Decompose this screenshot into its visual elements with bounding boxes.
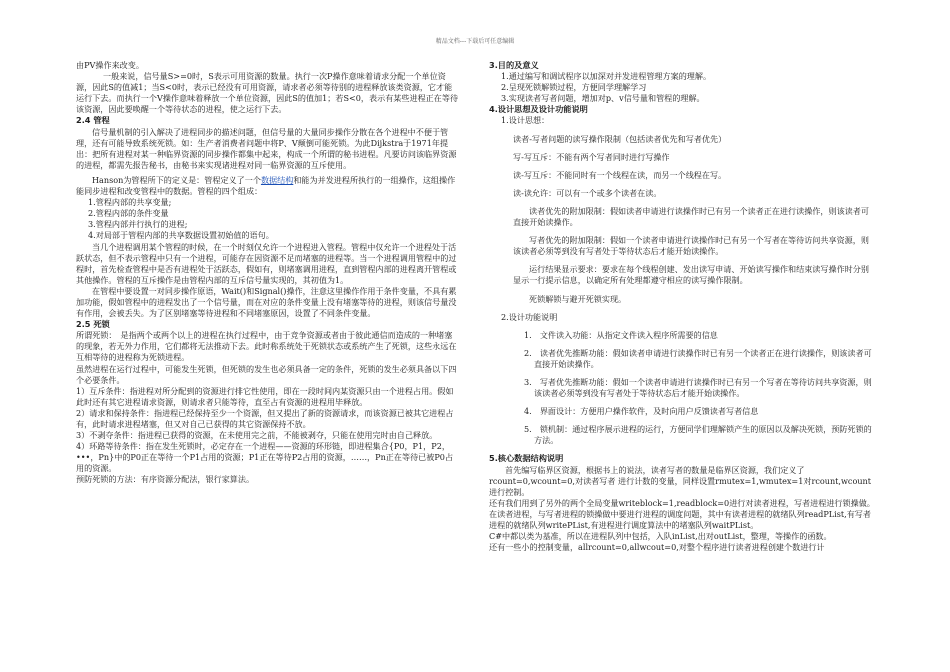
condition-item: 3）不剥夺条件：指进程已获得的资源，在未使用完之前，不能被剥夺，只能在使用完时由自己释放。 (76, 430, 438, 441)
paragraph: 读-写互斥：不能同时有一个线程在读，而另一个线程在写。 (513, 169, 727, 180)
paragraph: 还有我们用到了另外的两个全局变量writeblock=1,readblock=0进行对读者进程，写者进程进行锁操做。 (489, 497, 875, 508)
paragraph: 读-读允许：可以有一个或多个读者在读。 (513, 187, 662, 198)
paragraph: 死锁解锁与避开死锁实现。 (529, 293, 627, 304)
paragraph: 读者-写者问题的读写操作限制（包括读者优先和写者优先） (513, 133, 727, 144)
condition-item: 4）环路等待条件：指在发生死锁时，必定存在一个进程——资源的环形链，即进程集合{P0，P1，P2，•••，Pn}中的P0正在等待一个P1占用的资源；P1正在等待P2占用的资源，……，Pn正在等待已被P0占用的资源。 (76, 441, 454, 474)
left-column (76, 60, 460, 486)
paragraph: 还有一些小的控制变量，allrcount=0,allwcout=0,对整个程序进行读者进程创建个数进行计 (489, 542, 825, 553)
section-heading-2-4: 2.4 管程 (76, 115, 110, 126)
paragraph: 读者优先的附加限制：假如读者申请进行读操作时已有另一个读者正在进行读操作，则该读者可直接开始读操作。 (513, 205, 869, 228)
section-heading-2-5: 2.5 死锁 (76, 319, 110, 330)
subheading: 1.设计思想： (501, 115, 550, 126)
section-heading-4: 4.设计思想及设计功能说明 (489, 104, 588, 115)
list-item: 3.管程内部并行执行的进程; (88, 219, 188, 230)
paragraph: C#中都以类为基准，所以在进程队列中包括，入队inList,出对outList，整理，等操作的函数。 (489, 531, 832, 542)
paragraph: 一般来说，信号量S>=0时，S表示可用资源的数量。执行一次P操作意味着请求分配一个单位资源，因此S的值减1；当S<0时，表示已经没有可用资源，请求者必须等待别的进程释放该类资源，它才能运行下去。而执行一个V操作意味着释放一个单位资源，因此S的值加1；若S<0，表示有某些进程正在等待该资源，因此要唤醒一个等待状态的进程，使之运行下去。 (76, 71, 459, 115)
list-item: 2.呈现死锁解锁过程，方便同学理解学习 (501, 82, 647, 93)
section-heading-3: 3.目的及意义 (489, 60, 539, 70)
paragraph: 写者优先的附加限制：假如一个读者申请进行读操作时已有另一个写者在等待访问共享资源，则该读者必须等到没有写者处于等待状态后才能开始读操作。 (513, 235, 869, 257)
paragraph: 当几个进程调用某个管程的时候，在一个时刻仅允许一个进程进入管程。管程中仅允许一个进程处于活跃状态，但不表示管程中只有一个进程，可能存在因资源不足而堵塞的进程等。当一个进程调用管程中的过程时，首先检查管程中是否有进程处于活跃态，假如有，则堵塞调用进程，直到管程内部的进程离开管程或其他操作。管程的互斥操作是由管程内部的互斥信号量实现的，其初值为1。 (76, 241, 457, 285)
list-item: 4.对局部于管程内部的共享数据设置初始值的语句。 (88, 230, 274, 241)
function-item: 4. 界面设计：方便用户操作软件，及时向用户反馈读者写者信息 (524, 406, 759, 417)
function-item: 3. 写者优先推断功能：假如一个读者申请进行读操作时已有另一个写者在等待访问共享资源，则该读者必须等到没有写者处于等待状态后才能开始读操作。 (524, 376, 872, 399)
paragraph: 写-写互斥：不能有两个写者同时进行写操作 (513, 151, 670, 162)
paragraph: 运行结果显示要求：要求在每个线程创建、发出读写申请、开始读写操作和结束读写操作时分别显示一行提示信息，以确定所有处理都遵守相应的读写操作限制。 (513, 264, 869, 286)
paragraph: 由PV操作来改变。 (76, 60, 144, 70)
condition-item: 1）互斥条件：指进程对所分配到的资源进行排它性使用，即在一段时间内某资源只由一个进程占用。假如此时还有其它进程请求资源，则请求者只能等待，直至占有资源的进程用毕释放。 (76, 385, 454, 407)
list-item: 3.实现读者写者问题，增加对p、v信号量和管程的理解。 (501, 93, 705, 104)
paragraph: 信号量机制的引入解决了进程同步的描述问题，但信号量的大量同步操作分散在各个进程中不便于管理，还有可能导致系统死锁。如：生产者消费者问题中将P、V颠倒可能死锁。为此Dijkstra于1971年提出：把所有进程对某一种临界资源的同步操作都集中起来，构成一个所谓的秘书进程。凡要访问该临界资源的进程，都需先报告秘书，由秘书来实现诸进程对同一临界资源的互斥使用。 (76, 126, 457, 170)
paragraph: 在读者进程，与写者进程的锁操做中要进行进程的调度问题，其中有读者进程的就绪队列readPList,有写者进程的就绪队列writePList,有进程进行调度算法中的堵塞队列waitPList。 (489, 508, 871, 530)
list-item: 1.通过编写和调试程序以加深对并发进程管理方案的理解。 (501, 71, 712, 82)
paragraph: 在管程中要设置一对同步操作原语，Wait()和Signal()操作，注意这里操作作用于条件变量，不具有累加功能，假如管程中的进程发出了一个信号量，而在对应的条件变量上没有堵塞等待的进程，则该信号量没有作用，会被丢失。为了区别堵塞等待进程和不同堵塞原因，设置了不同条件变量。 (76, 285, 457, 319)
section-heading-5: 5.核心数据结构说明 (489, 453, 564, 464)
paragraph: Hanson为管程所下的定义是：管程定义了一个数据结构和能为并发进程所执行的一组操作，这组操作能同步进程和改变管程中的数据。管程的四个组成： (76, 174, 456, 197)
list-item: 1.管程内部的共享变量; (88, 197, 172, 208)
function-item: 5. 锁机制：通过程序展示进程的运行，方便同学们理解锁产生的原因以及解决死锁，预防死锁的方法。 (524, 424, 872, 446)
function-item: 1. 文件读入功能：从指定文件读入程序所需要的信息 (524, 329, 718, 340)
condition-item: 2）请求和保持条件：指进程已经保持至少一个资源，但又提出了新的资源请求，而该资源已被其它进程占有，此时请求进程堵塞，但又对自己已获得的其它资源保持不放。 (76, 407, 454, 429)
function-item: 2. 读者优先推断功能：假如读者申请进行读操作时已有另一个读者正在进行读操作，则该读者可直接开始读操作。 (524, 347, 872, 369)
paragraph: 所谓死锁： 是指两个或两个以上的进程在执行过程中，由于竞争资源或者由于彼此通信而造成的一种堵塞的现象，若无外力作用，它们都将无法推动下去。此时称系统处于死锁状态或系统产生了死锁，这些永远在互相等待的进程称为死锁进程。 (76, 330, 457, 363)
page-header: 精品文档---下载后可任意编辑 (435, 38, 515, 45)
paragraph: 首先编写临界区资源，根据书上的说法，读者写者的数量是临界区资源，我们定义了rcount=0,wcount=0,对读者写者 进行计数的变量，同样设置rmutex=1,wmutex=1对rcount,wcount进行控制。 (489, 464, 871, 497)
subheading: 2.设计功能说明 (501, 311, 558, 322)
list-item: 2.管程内部的条件变量 (88, 208, 169, 219)
right-column (489, 60, 875, 553)
paragraph: 预防死锁的方法：有序资源分配法，银行家算法。 (76, 474, 255, 485)
paragraph: 虽然进程在运行过程中，可能发生死锁，但死锁的发生也必须具备一定的条件，死锁的发生必须具备以下四个必要条件。 (76, 363, 457, 385)
data-structure-link[interactable]: 数据结构 (260, 174, 294, 185)
